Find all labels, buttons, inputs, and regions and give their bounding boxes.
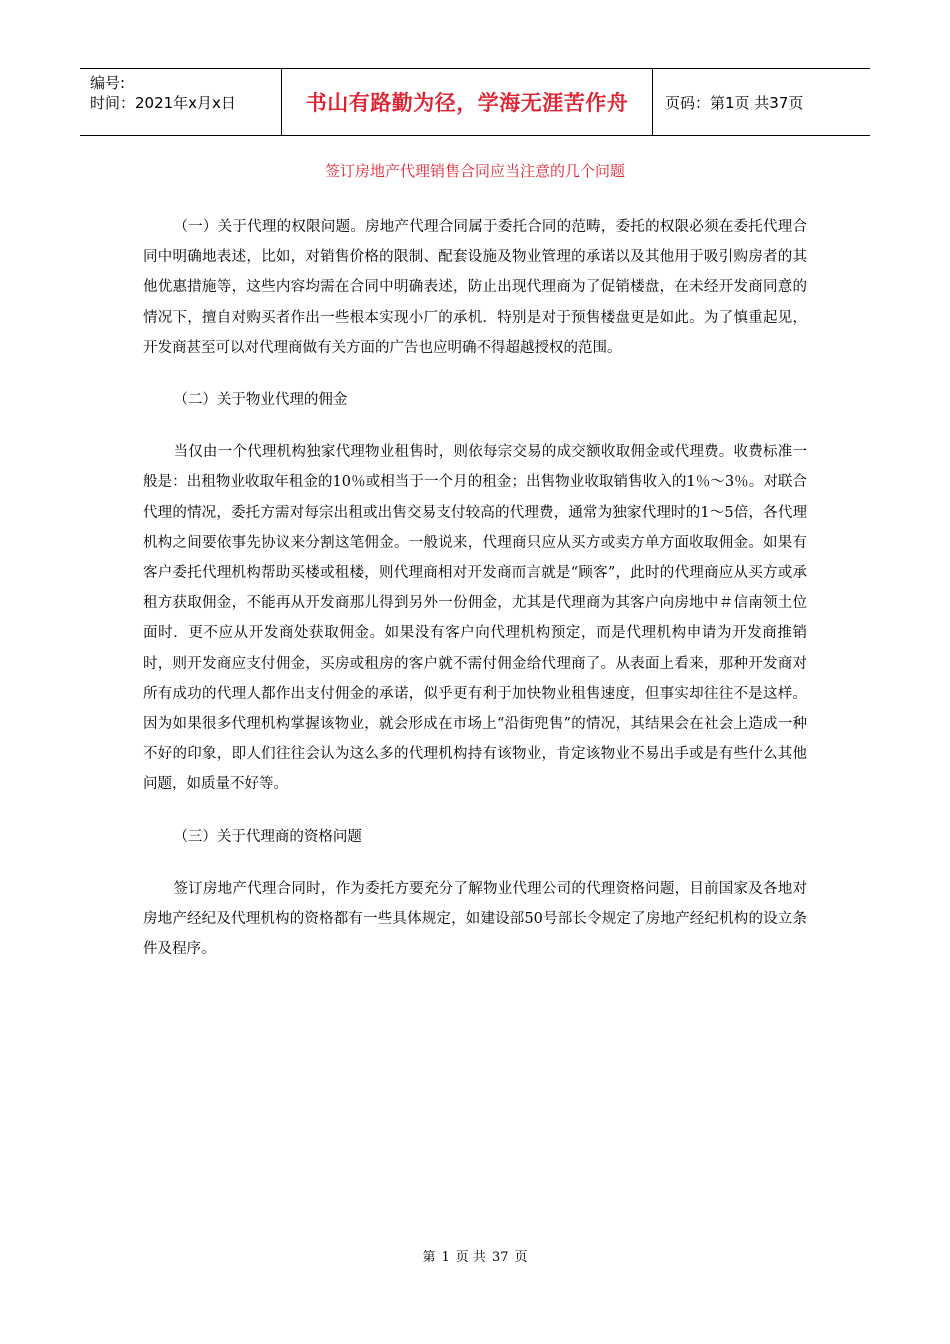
header-meta xyxy=(80,69,281,135)
page-header xyxy=(80,68,870,136)
section-3-paragraph: 签订房地产代理合同时，作为委托方要充分了解物业代理公司的代理资格问题，目前国家及各地对房地产经纪及代理机构的资格都有一些具体规定，如建设部50号部长令规定了房地产经纪机构的设立条件及程序。 xyxy=(143,880,807,958)
footer-prefix: 第 xyxy=(422,1250,436,1265)
header-page-info: 页码：第1页 共37页 xyxy=(665,93,804,112)
section-1-paragraph: （一）关于代理的权限问题。房地产代理合同属于委托合同的范畴，委托的权限必须在委托代理合同中明确地表述，比如，对销售价格的限制、配套设施及物业管理的承诺以及其他用于吸引购房者的其他优惠措施等，这些内容均需在合同中明确表述，防止出现代理商为了促销楼盘，在未经开发商同意的情况下，擅自对购买者作出一些根本实现小厂的承机．特别是对于预售楼盘更是如此。为了慎重起见，开发商甚至可以对代理商做有关方面的广告也应明确不得超越授权的范围。 xyxy=(143,219,807,356)
document-title: 签订房地产代理销售合同应当注意的几个问题 xyxy=(324,162,625,180)
header-motto: 书山有路勤为径，学海无涯苦作舟 xyxy=(281,69,653,135)
section-2-heading: （二）关于物业代理的佣金 xyxy=(173,392,348,409)
document-number-label: 编号: xyxy=(90,74,126,92)
document-body xyxy=(143,212,807,964)
section-2-paragraph: 当仅由一个代理机构独家代理物业租售时，则依每宗交易的成交额收取佣金或代理费。收费标准一般是：出租物业收取年租金的10％或相当于一个月的租金；出售物业收取销售收入的1％～3％。对联合代理的情况，委托方需对每宗出租或出售交易支付较高的代理费，通常为独家代理时的1～5倍，各代理机构之间要依事先协议来分割这笔佣金。一般说来，代理商只应从买方或卖方单方面收取佣金。如果有客户委托代理机构帮助买楼或租楼，则代理商相对开发商而言就是“顾客”，此时的代理商应从买方或承租方获取佣金，不能再从开发商那儿得到另外一份佣金，尤其是代理商为其客户向房地中＃信南领土位面时．更不应从开发商处获取佣金。如果没有客户向代理机构预定，而是代理机构申请为开发商推销时，则开发商应支付佣金，买房或租房的客户就不需付佣金给代理商了。从表面上看来，那种开发商对所有成功的代理人都作出支付佣金的承诺，似乎更有利于加快物业租售速度，但事实却往往不是这样。因为如果很多代理机构掌握该物业，就会形成在市场上“沿街兜售”的情况，其结果会在社会上造成一种不好的印象，即人们往往会认为这么多的代理机构持有该物业，肯定该物业不易出手或是有些什么其他问题，如质量不好等。 xyxy=(143,444,807,793)
document-date: 时间：2021年x月x日 xyxy=(90,94,236,112)
footer-total-pages: 37 xyxy=(491,1250,509,1265)
page-footer xyxy=(0,1246,950,1265)
section-3-heading: （三）关于代理商的资格问题 xyxy=(173,828,362,845)
footer-suffix: 页 xyxy=(514,1250,528,1265)
footer-mid: 页 共 xyxy=(455,1250,486,1265)
footer-page-number: 1 xyxy=(441,1250,450,1265)
